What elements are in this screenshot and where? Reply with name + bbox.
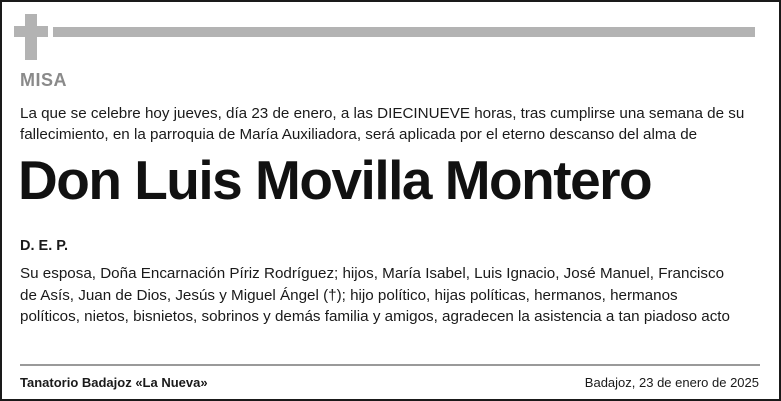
section-label: MISA [20, 70, 67, 90]
family-paragraph: Su esposa, Doña Encarnación Píriz Rodríguez; hijos, María Isabel, Luis Ignacio, José Manuel, Francisco de Asís, Juan de Dios, Jesús y Miguel Ángel (†); hijo político, hijas políticas, hermanos, hermanos políticos, nietos, bisnietos, sobrinos y demás familia y amigos, agradecen la asistencia a tan piadoso acto [20, 265, 730, 325]
cross-vertical-bar [25, 14, 37, 60]
deceased-name: Don Luis Movilla Montero [18, 149, 652, 211]
footer-divider [20, 364, 760, 366]
cross-horizontal-bar [14, 26, 48, 37]
header-divider-bar [53, 27, 755, 37]
place-date-label: Badajoz, 23 de enero de 2025 [584, 375, 759, 390]
latin-cross-icon [14, 14, 48, 60]
funeral-home-label: Tanatorio Badajoz «La Nueva» [20, 375, 208, 390]
rip-label: D. E. P. [20, 238, 69, 254]
intro-paragraph: La que se celebre hoy jueves, día 23 de enero, a las DIECINUEVE horas, tras cumplirse una semana de su fallecimiento, en la parroquia de María Auxiliadora, será aplicada por el eterno descanso del alma de [20, 105, 745, 143]
